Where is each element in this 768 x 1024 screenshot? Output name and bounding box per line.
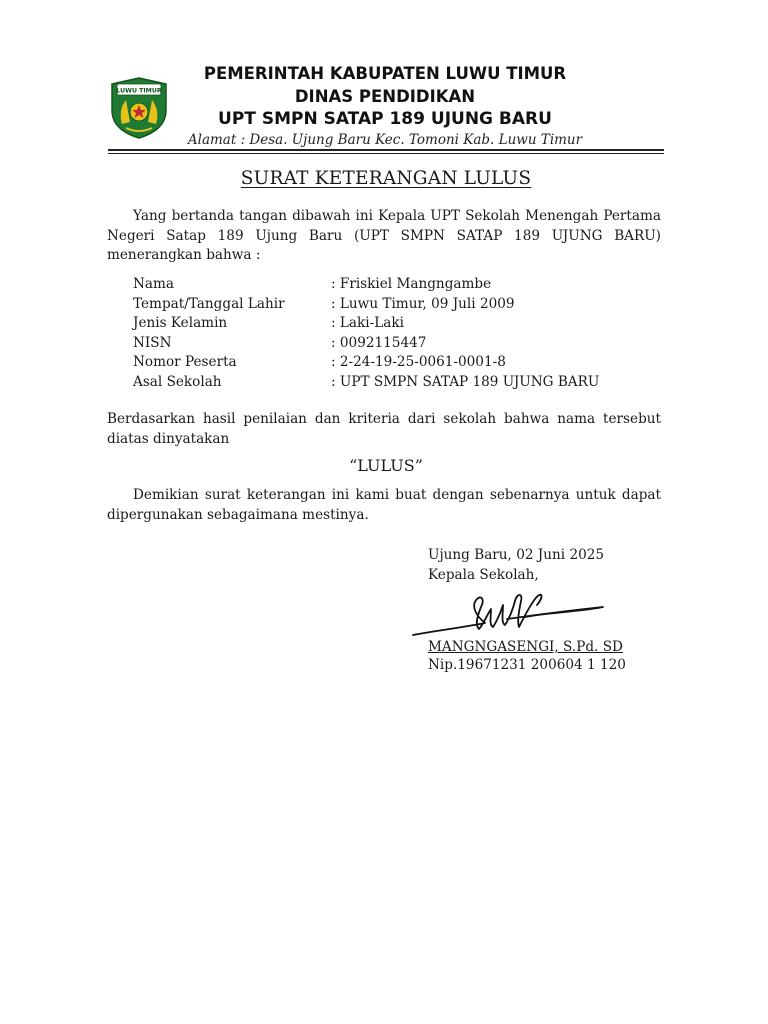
closing-paragraph: Demikian surat keterangan ini kami buat dengan sebenarnya untuk dapat dipergunakan sebagaimana mestinya.: [107, 487, 661, 523]
detail-label: Jenis Kelamin: [133, 315, 228, 332]
detail-row-birth: [133, 295, 599, 315]
signature-place-date: Ujung Baru, 02 Juni 2025: [428, 547, 605, 563]
detail-value: : Friskiel Mangngambe: [331, 276, 492, 292]
detail-value: : Laki-Laki: [331, 315, 404, 332]
detail-label: Tempat/Tanggal Lahir: [133, 295, 285, 312]
detail-value: : Luwu Timur, 09 Juli 2009: [331, 295, 515, 312]
result-statement: “LULUS”: [349, 456, 423, 475]
detail-row-exam-number: [133, 353, 599, 373]
detail-label: Nomor Peserta: [133, 354, 237, 371]
detail-label: Nama: [133, 276, 174, 292]
detail-row-name: [133, 275, 599, 295]
handwritten-signature: [405, 585, 615, 645]
letterhead-rule-thick: [108, 149, 664, 151]
student-details: [133, 275, 599, 393]
letterhead: [175, 62, 595, 149]
detail-row-school: [133, 373, 599, 393]
document-title: SURAT KETERANGAN LULUS: [240, 168, 532, 189]
signatory-name: MANGNGASENGI, S.Pd. SD: [428, 639, 623, 655]
signatory-nip: Nip.19671231 200604 1 120: [428, 657, 626, 673]
emblem-banner-text: LUWU TIMUR: [116, 87, 162, 95]
signature-stroke: [413, 595, 603, 635]
regency-emblem-logo: [108, 76, 170, 140]
detail-value: : 2-24-19-25-0061-0001-8: [331, 354, 506, 371]
detail-row-gender: [133, 314, 599, 334]
letterhead-address: Alamat : Desa. Ujung Baru Kec. Tomoni Kab. Luwu Timur: [187, 132, 583, 148]
letterhead-agency: DINAS PENDIDIKAN: [294, 87, 476, 106]
signature-role: Kepala Sekolah,: [428, 566, 539, 583]
letterhead-school: UPT SMPN SATAP 189 UJUNG BARU: [218, 109, 552, 129]
detail-label: NISN: [133, 334, 172, 351]
detail-value: : UPT SMPN SATAP 189 UJUNG BARU: [331, 373, 600, 390]
letterhead-rule-thin: [108, 153, 664, 154]
detail-label: Asal Sekolah: [133, 373, 222, 390]
basis-paragraph: Berdasarkan hasil penilaian dan kriteria dari sekolah bahwa nama tersebut diatas dinyatakan: [107, 411, 661, 447]
detail-row-nisn: [133, 334, 599, 354]
letterhead-government: PEMERINTAH KABUPATEN LUWU TIMUR: [203, 64, 567, 83]
signature-block: [428, 546, 604, 585]
intro-paragraph: Yang bertanda tangan dibawah ini Kepala UPT Sekolah Menengah Pertama Negeri Satap 189 Ujung Baru (UPT SMPN SATAP 189 UJUNG BARU) menerangkan bahwa :: [107, 208, 661, 263]
detail-value: : 0092115447: [331, 334, 427, 351]
